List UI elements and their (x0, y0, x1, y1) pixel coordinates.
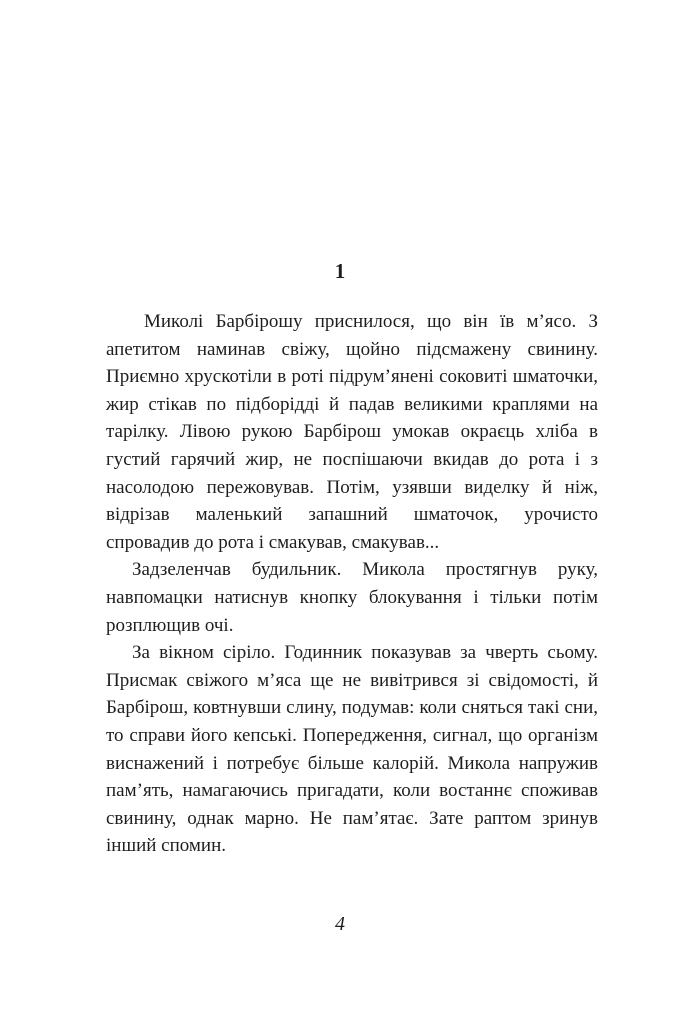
chapter-number: 1 (334, 259, 346, 283)
page-number: 4 (335, 913, 345, 935)
paragraph-1: Миколі Барбірошу приснилося, що він їв м’ясо. З апетитом наминав свіжу, щойно підсмажену свинину. Приємно хрускотіли в роті підрум’янені соковиті шматочки, жир стікав по підборідді й падав великими краплями на тарілку. Лівою рукою Барбірош умокав окраєць хліба в густий гарячий жир, не поспішаючи вкидав до рота і з насолодою пережовував. Потім, узявши виделку й ніж, відрізав маленький запашний шматочок, урочисто спровадив до рота і смакував, смакував... (106, 311, 598, 553)
paragraph-3: За вікном сіріло. Годинник показував за чверть сьому. Присмак свіжого м’яса ще не вивітрився зі свідомості, й Барбірош, ковтнувши слину, подумав: коли сняться такі сни, то справи його кепські. Попередження, сигнал, що організм виснажений і потребує більше калорій. Микола напружив пам’ять, намагаючись пригадати, коли востаннє споживав свинину, однак марно. Не пам’ятає. Зате раптом зринув інший спомин. (106, 642, 598, 857)
paragraph-2: Задзеленчав будильник. Микола простягнув руку, навпомацки натиснув кнопку блокування і тільки потім розплющив очі. (106, 559, 598, 636)
chapter-body (106, 308, 598, 860)
